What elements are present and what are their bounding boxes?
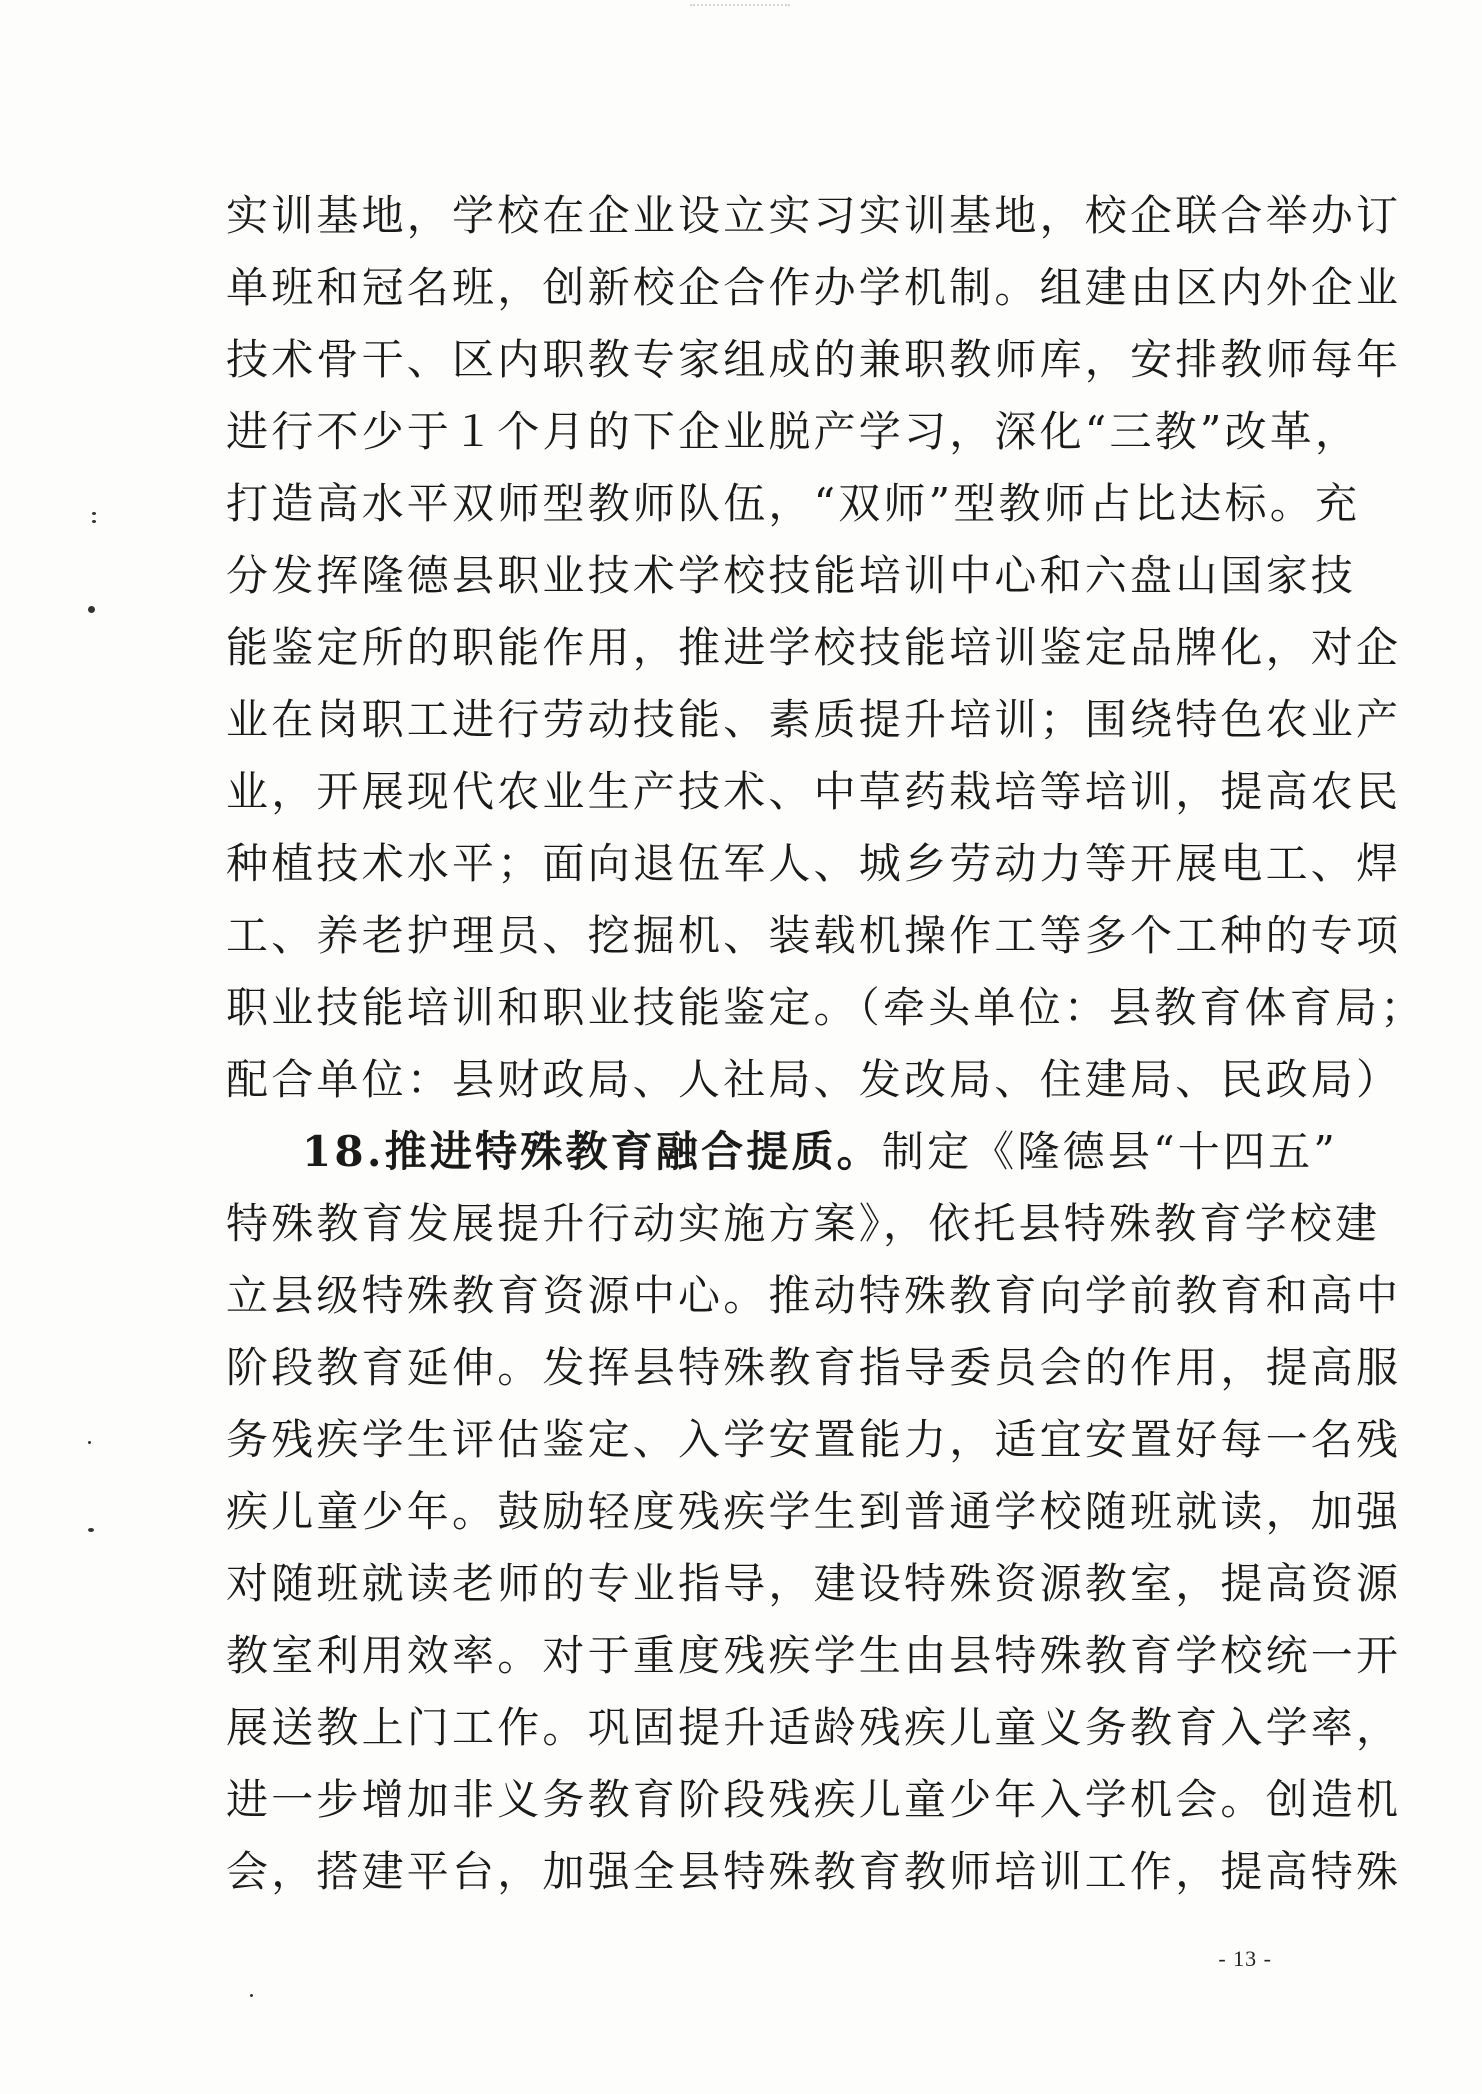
text-line: 业，开展现代农业生产技术、中草药栽培等培训，提高农民 [226,767,1402,816]
scan-speck [88,1528,94,1532]
text-line: 分发挥隆德县职业技术学校技能培训中心和六盘山国家技 [226,551,1357,600]
text-line: 立县级特殊教育资源中心。推动特殊教育向学前教育和高中 [226,1271,1402,1320]
text-line: 进一步增加非义务教育阶段残疾儿童少年入学机会。创造机 [226,1775,1402,1824]
scan-artifact [690,4,790,12]
scan-speck [88,1441,91,1444]
section-heading-rest: 制定《隆德县“十四五” [881,1127,1339,1176]
text-line: 阶段教育延伸。发挥县特殊教育指导委员会的作用，提高服 [226,1343,1402,1392]
scan-speck [88,606,95,613]
text-line: 疾儿童少年。鼓励轻度残疾学生到普通学校随班就读，加强 [226,1487,1402,1536]
text-line: 业在岗职工进行劳动技能、素质提升培训；围绕特色农业产 [226,695,1402,744]
text-line: 打造高水平双师型教师队伍，“双师”型教师占比达标。充 [226,479,1361,528]
section-heading: 18.推进特殊教育融合提质。 [302,1127,882,1176]
text-line: 单班和冠名班，创新校企合作办学机制。组建由区内外企业 [226,263,1402,312]
text-line: 展送教上门工作。巩固提升适龄残疾儿童义务教育入学率， [226,1703,1402,1752]
scan-speck [92,520,96,523]
page-number: - 13 - [1218,1946,1272,1971]
text-line: 工、养老护理员、挖掘机、装载机操作工等多个工种的专项 [226,911,1402,960]
text-line: 特殊教育发展提升行动实施方案》，依托县特殊教育学校建 [226,1199,1381,1248]
scan-speck [250,1994,253,1997]
section-heading-line [226,1116,1339,1188]
text-line: 进行不少于１个月的下企业脱产学习，深化“三教”改革， [226,407,1361,456]
text-line: 配合单位：县财政局、人社局、发改局、住建局、民政局） [226,1055,1402,1104]
scan-speck [92,512,96,515]
text-line: 技术骨干、区内职教专家组成的兼职教师库，安排教师每年 [226,335,1402,384]
body-text [226,180,1426,1908]
text-line: 能鉴定所的职能作用，推进学校技能培训鉴定品牌化，对企 [226,623,1402,672]
text-line: 职业技能培训和职业技能鉴定。（牵头单位：县教育体育局； [226,983,1426,1032]
text-line: 对随班就读老师的专业指导，建设特殊资源教室，提高资源 [226,1559,1402,1608]
text-line: 会，搭建平台，加强全县特殊教育教师培训工作，提高特殊 [226,1847,1402,1896]
text-line: 务残疾学生评估鉴定、入学安置能力，适宜安置好每一名残 [226,1415,1402,1464]
text-line: 实训基地，学校在企业设立实习实训基地，校企联合举办订 [226,191,1402,240]
text-line: 种植技术水平；面向退伍军人、城乡劳动力等开展电工、焊 [226,839,1402,888]
text-line: 教室利用效率。对于重度残疾学生由县特殊教育学校统一开 [226,1631,1402,1680]
